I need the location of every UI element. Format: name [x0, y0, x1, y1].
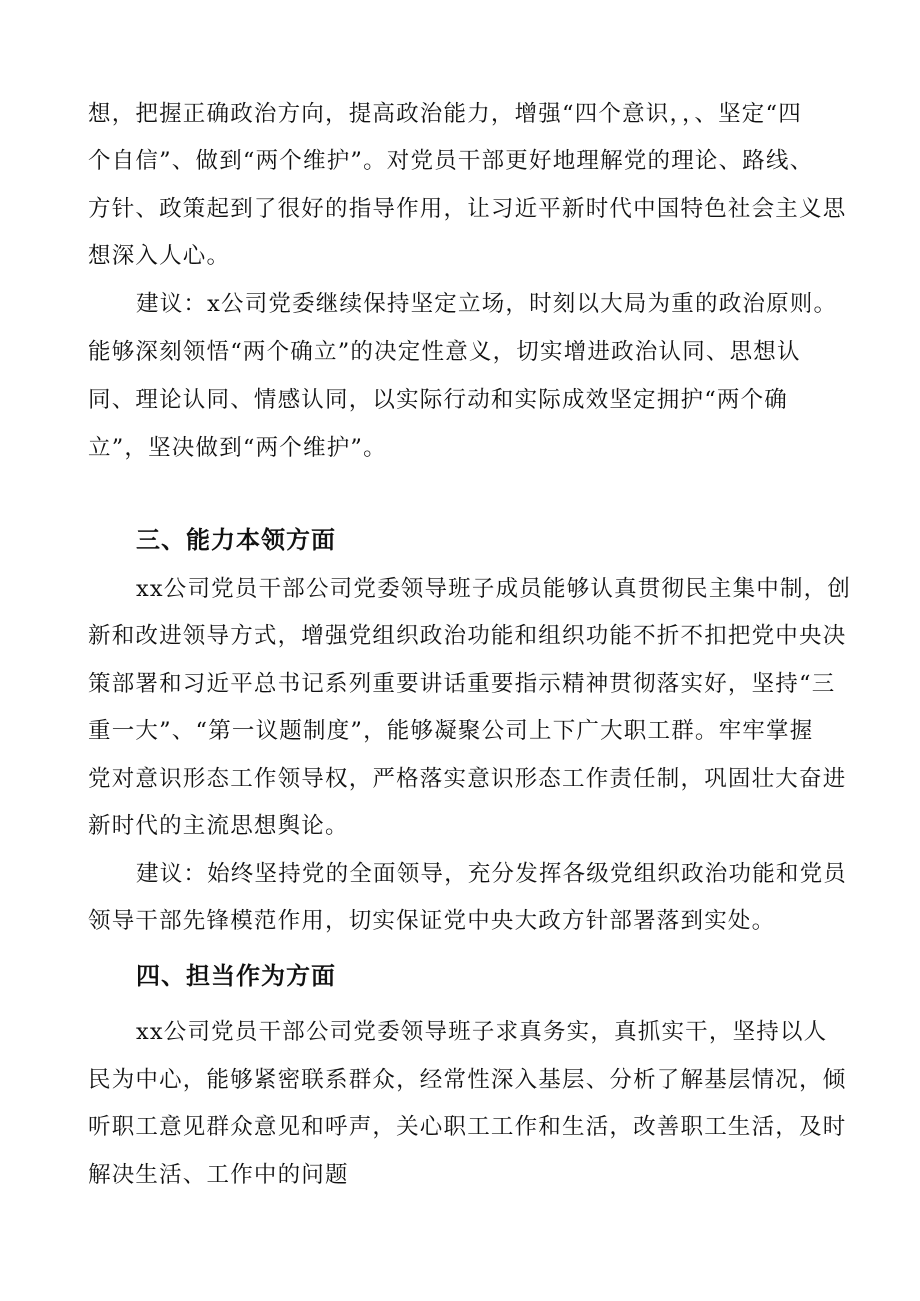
paragraph-line: 策部署和习近平总书记系列重要讲话重要指示精神贯彻落实好，坚持“三 [88, 671, 836, 697]
paragraph-line: 民为中心，能够紧密联系群众，经常性深入基层、分析了解基层情况，倾 [88, 1067, 847, 1093]
paragraph-line: 方针、政策起到了很好的指导作用，让习近平新时代中国特色社会主义思 [88, 196, 847, 222]
paragraph-line: 个自信”、做到“两个维护”。对党员干部更好地理解党的理论、路线、 [88, 148, 814, 174]
paragraph-line: 想深入人心。 [88, 243, 231, 269]
suggestion-line: 领导干部先锋模范作用，切实保证党中央大政方针部署落到实处。 [88, 908, 776, 934]
paragraph-line: 解决生活、工作中的问题 [88, 1162, 349, 1188]
suggestion-line: 建议：始终坚持党的全面领导，充分发挥各级党组织政治功能和党员 [136, 861, 848, 887]
paragraph-line: 听职工意见群众意见和呼声，关心职工工作和生活，改善职工生活，及时 [88, 1114, 847, 1140]
suggestion-line: 能够深刻领悟“两个确立”的决定性意义，切实增进政治认同、思想认 [88, 339, 801, 365]
paragraph-line: xx公司党员干部公司党委领导班子成员能够认真贯彻民主集中制，创 [136, 576, 852, 602]
suggestion-line: 建议：x公司党委继续保持坚定立场，时刻以大局为重的政治原则。 [136, 291, 838, 317]
paragraph-line: 想，把握正确政治方向，提高政治能力，增强“四个意识，，、坚定“四 [88, 101, 802, 127]
section-heading-4: 四、担当作为方面 [136, 962, 336, 990]
paragraph-line: 新和改进领导方式，增强党组织政治功能和组织功能不折不扣把党中央决 [88, 623, 847, 649]
suggestion-line: 立”，坚决做到“两个维护”。 [88, 435, 387, 461]
section-heading-3: 三、能力本领方面 [136, 526, 336, 554]
paragraph-line: 新时代的主流思想舆论。 [88, 813, 349, 839]
paragraph-line: 重一大”、“第一议题制度”，能够凝聚公司上下广大职工群。牢牢掌握 [88, 718, 814, 744]
paragraph-line: 党对意识形态工作领导权，严格落实意识形态工作责任制，巩固壮大奋进 [88, 766, 847, 792]
suggestion-line: 同、理论认同、情感认同，以实际行动和实际成效坚定拥护“两个确 [88, 387, 789, 413]
paragraph-line: xx公司党员干部公司党委领导班子求真务实，真抓实干，坚持以人 [136, 1019, 828, 1045]
